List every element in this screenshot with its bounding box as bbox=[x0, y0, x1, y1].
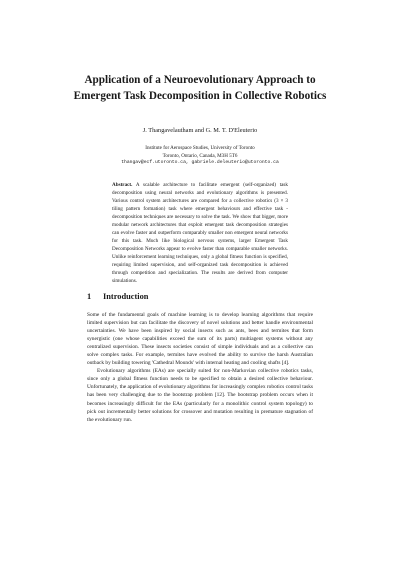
section-number: 1 bbox=[87, 292, 92, 301]
paper-title: Application of a Neuroevolutionary Approach to Emergent Task Decomposition in Collective Robotics bbox=[73, 74, 327, 102]
introduction-body bbox=[87, 311, 313, 424]
paragraph: Some of the fundamental goals of machine learning is to develop learning algorithms that require limited supervision but can facilitate the discovery of novel solutions and better handle environmental uncertainties. We have been inspired by social insects such as ants, bees and termites that form synergistic (one whose capabilities exceed the sum of its parts) multiagent systems without any centralized supervision. These insects societies consist of simple individuals and as a collective can solve complex tasks. For example, termites have evolved the ability to survive the harsh Australian outback by building towering 'Cathedral Mounds' with internal heating and cooling shafts [4]. bbox=[87, 312, 313, 367]
section-title: Introduction bbox=[103, 292, 149, 301]
affiliation-address: Toronto, Ontario, Canada, M3H 5T6 bbox=[162, 153, 238, 159]
section-heading bbox=[87, 292, 148, 301]
abstract-label: Abstract. bbox=[112, 182, 133, 188]
abstract-text: A scalable architecture to facilitate emergent (self-organized) task decomposition using neural networks and evolutionary algorithms is presented. Various control system architectures are compared for a collective robotics (3 × 3 tiling pattern formation) task where emergent behaviours and effective task -decomposition techniques are necessary to solve the task. We show that bigger, more modular network architectures that exploit emergent task decomposition strategies can evolve faster and outperform comparably smaller non emergent neural networks for this task. Much like biological nervous systems, larger Emergent Task Decomposition Networks appear to evolve faster than comparable smaller networks. Unlike reinforcement learning techniques, only a global fitness function is specified, requiring limited supervision, and self-organized task decomposition is achieved through competition and specialization. The results are derived from computer simulations. bbox=[112, 182, 288, 284]
abstract bbox=[112, 181, 288, 285]
affiliation bbox=[50, 144, 350, 160]
affiliation-institute: Institute for Aerospace Studies, University of Toronto bbox=[145, 145, 255, 151]
author-list: J. Thangavelautham and G. M. T. D'Eleuterio bbox=[142, 127, 258, 134]
paragraph: Evolutionary algorithms (EAs) are specially suited for non-Markovian collective robotics tasks, since only a global fitness function needs to be specified to obtain a desired collective behaviour. Unfortunately, the application of evolutionary algorithms for increasingly complex robotics control tasks has been very challenging due to the bootstrap problem [12]. The bootstrap problem occurs when it becomes increasingly difficult for the EAs (particularly for a monolithic control system topology) to pick out incrementally better solutions for crossover and mutation resulting in premature stagnation of the evolutionary run. bbox=[87, 368, 313, 423]
author-emails: thangav@ecf.utoronto.ca, gabriele.deleuterio@utoronto.ca bbox=[121, 160, 279, 165]
